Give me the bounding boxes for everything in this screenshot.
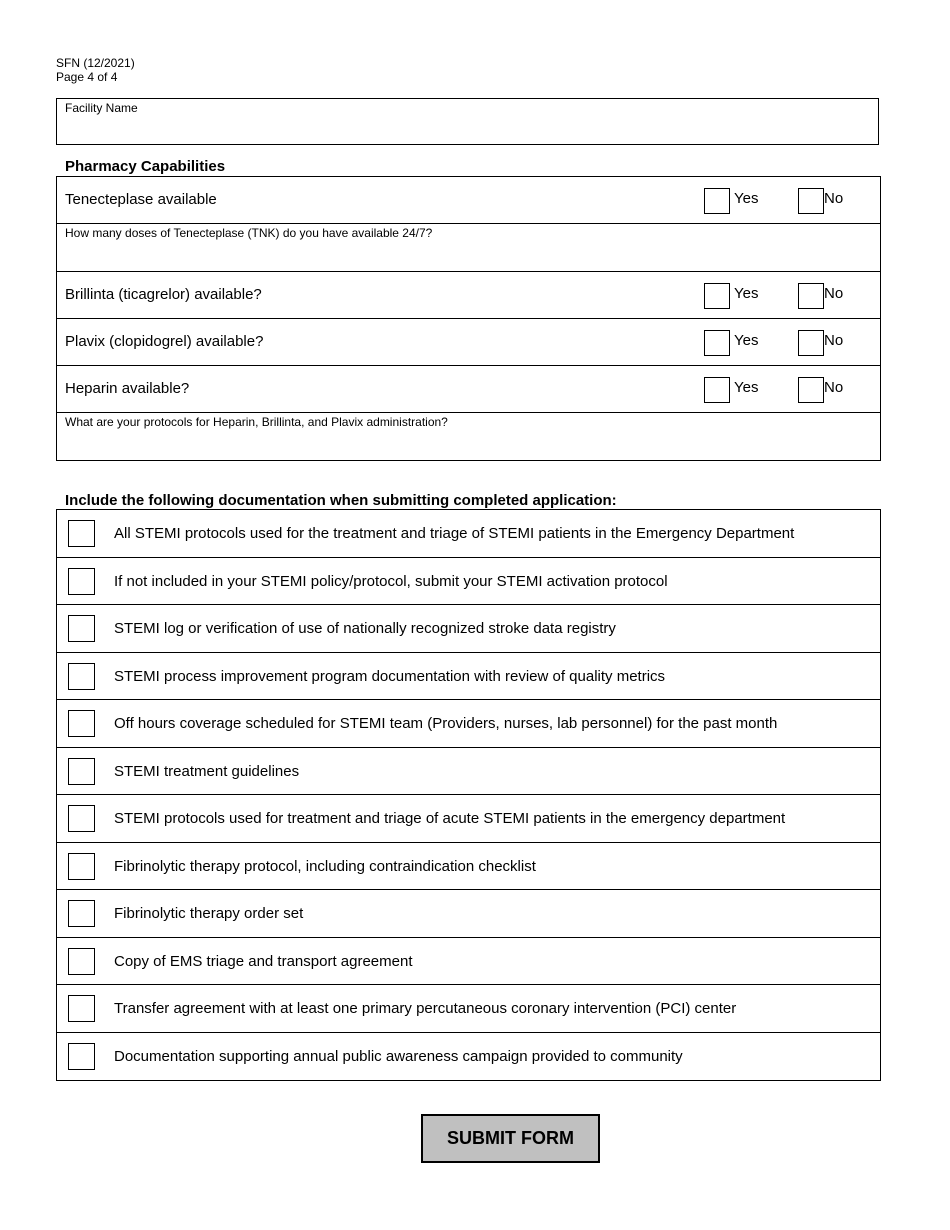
checklist-item-label: Off hours coverage scheduled for STEMI team (Providers, nurses, lab personnel) for the past month — [114, 715, 778, 732]
documentation-heading: Include the following documentation when submitting completed application: — [65, 492, 617, 509]
pharmacy-heading: Pharmacy Capabilities — [65, 158, 226, 175]
tenecteplase-no — [798, 188, 843, 215]
brillinta-yes — [704, 283, 758, 310]
checklist-item — [57, 510, 880, 558]
brillinta-no — [798, 283, 843, 310]
checklist-item-label: Fibrinolytic therapy order set — [114, 905, 304, 922]
facility-name-input[interactable] — [65, 117, 870, 140]
checklist-item — [57, 653, 880, 701]
checklist-item-label: Copy of EMS triage and transport agreement — [114, 952, 413, 970]
heparin-yes-checkbox[interactable] — [704, 377, 730, 403]
plavix-no-checkbox[interactable] — [798, 330, 824, 356]
brillinta-no-checkbox[interactable] — [798, 283, 824, 309]
tnk-doses-row — [57, 224, 880, 272]
checklist-checkbox[interactable] — [68, 1043, 95, 1070]
checklist-checkbox[interactable] — [68, 805, 95, 832]
checklist-item-label: STEMI log or verification of use of nationally recognized stroke data registry — [114, 620, 616, 637]
checklist-item — [57, 985, 880, 1033]
checklist-checkbox[interactable] — [68, 853, 95, 880]
plavix-label: Plavix (clopidogrel) available? — [65, 333, 264, 350]
form-id: SFN (12/2021) — [56, 56, 135, 70]
brillinta-yes-checkbox[interactable] — [704, 283, 730, 309]
checklist-checkbox[interactable] — [68, 520, 95, 547]
plavix-yes-checkbox[interactable] — [704, 330, 730, 356]
checklist-checkbox[interactable] — [68, 710, 95, 737]
heparin-row — [57, 366, 880, 413]
heparin-no-checkbox[interactable] — [798, 377, 824, 403]
checklist-item-label: Documentation supporting annual public awareness campaign provided to community — [114, 1047, 683, 1065]
tenecteplase-yes-checkbox[interactable] — [704, 188, 730, 214]
checklist-item — [57, 605, 880, 653]
checklist-item-label: STEMI process improvement program documentation with review of quality metrics — [114, 667, 666, 685]
tnk-doses-input[interactable] — [65, 242, 872, 267]
protocols-input[interactable] — [65, 431, 872, 456]
checklist-item — [57, 558, 880, 606]
facility-name-field — [56, 98, 879, 145]
tenecteplase-no-checkbox[interactable] — [798, 188, 824, 214]
facility-name-label: Facility Name — [65, 101, 138, 115]
checklist-item — [57, 938, 880, 986]
no-label: No — [824, 332, 844, 349]
yes-label: Yes — [734, 285, 759, 302]
brillinta-row — [57, 272, 880, 319]
checklist-item-label: STEMI treatment guidelines — [114, 762, 300, 780]
yes-label: Yes — [734, 332, 759, 349]
protocols-row — [57, 413, 880, 460]
heparin-label: Heparin available? — [65, 380, 190, 397]
checklist-checkbox[interactable] — [68, 758, 95, 785]
tnk-doses-question: How many doses of Tenecteplase (TNK) do you have available 24/7? — [65, 226, 433, 240]
tenecteplase-row — [57, 177, 880, 224]
checklist-checkbox[interactable] — [68, 663, 95, 690]
checklist-item — [57, 700, 880, 748]
form-header-meta — [56, 56, 135, 84]
heparin-yes — [704, 377, 758, 404]
checklist-item — [57, 890, 880, 938]
checklist-item — [57, 843, 880, 891]
tenecteplase-yes — [704, 188, 758, 215]
checklist-checkbox[interactable] — [68, 900, 95, 927]
checklist-item-label: All STEMI protocols used for the treatment and triage of STEMI patients in the Emergency Department — [114, 525, 795, 542]
plavix-row — [57, 319, 880, 366]
checklist-item-label: Fibrinolytic therapy protocol, including contraindication checklist — [114, 857, 536, 875]
checklist-checkbox[interactable] — [68, 568, 95, 595]
checklist-item-label: Transfer agreement with at least one primary percutaneous coronary intervention (PCI) center — [114, 1000, 737, 1017]
documentation-checklist — [56, 509, 881, 1081]
page-number: Page 4 of 4 — [56, 70, 118, 84]
checklist-checkbox[interactable] — [68, 995, 95, 1022]
no-label: No — [824, 285, 844, 302]
checklist-checkbox[interactable] — [68, 948, 95, 975]
protocols-question: What are your protocols for Heparin, Brillinta, and Plavix administration? — [65, 415, 448, 429]
no-label: No — [824, 190, 844, 207]
checklist-item-label: If not included in your STEMI policy/protocol, submit your STEMI activation protocol — [114, 572, 668, 590]
tenecteplase-label: Tenecteplase available — [65, 191, 217, 208]
checklist-checkbox[interactable] — [68, 615, 95, 642]
no-label: No — [824, 379, 844, 396]
yes-label: Yes — [734, 379, 759, 396]
plavix-yes — [704, 330, 758, 357]
checklist-item-label: STEMI protocols used for treatment and triage of acute STEMI patients in the emergency department — [114, 810, 786, 827]
checklist-item — [57, 1033, 880, 1081]
submit-form-button[interactable]: SUBMIT FORM — [421, 1114, 600, 1163]
plavix-no — [798, 330, 843, 357]
yes-label: Yes — [734, 190, 759, 207]
heparin-no — [798, 377, 843, 404]
checklist-item — [57, 795, 880, 843]
brillinta-label: Brillinta (ticagrelor) available? — [65, 286, 262, 303]
checklist-item — [57, 748, 880, 796]
pharmacy-capabilities-table — [56, 176, 881, 461]
